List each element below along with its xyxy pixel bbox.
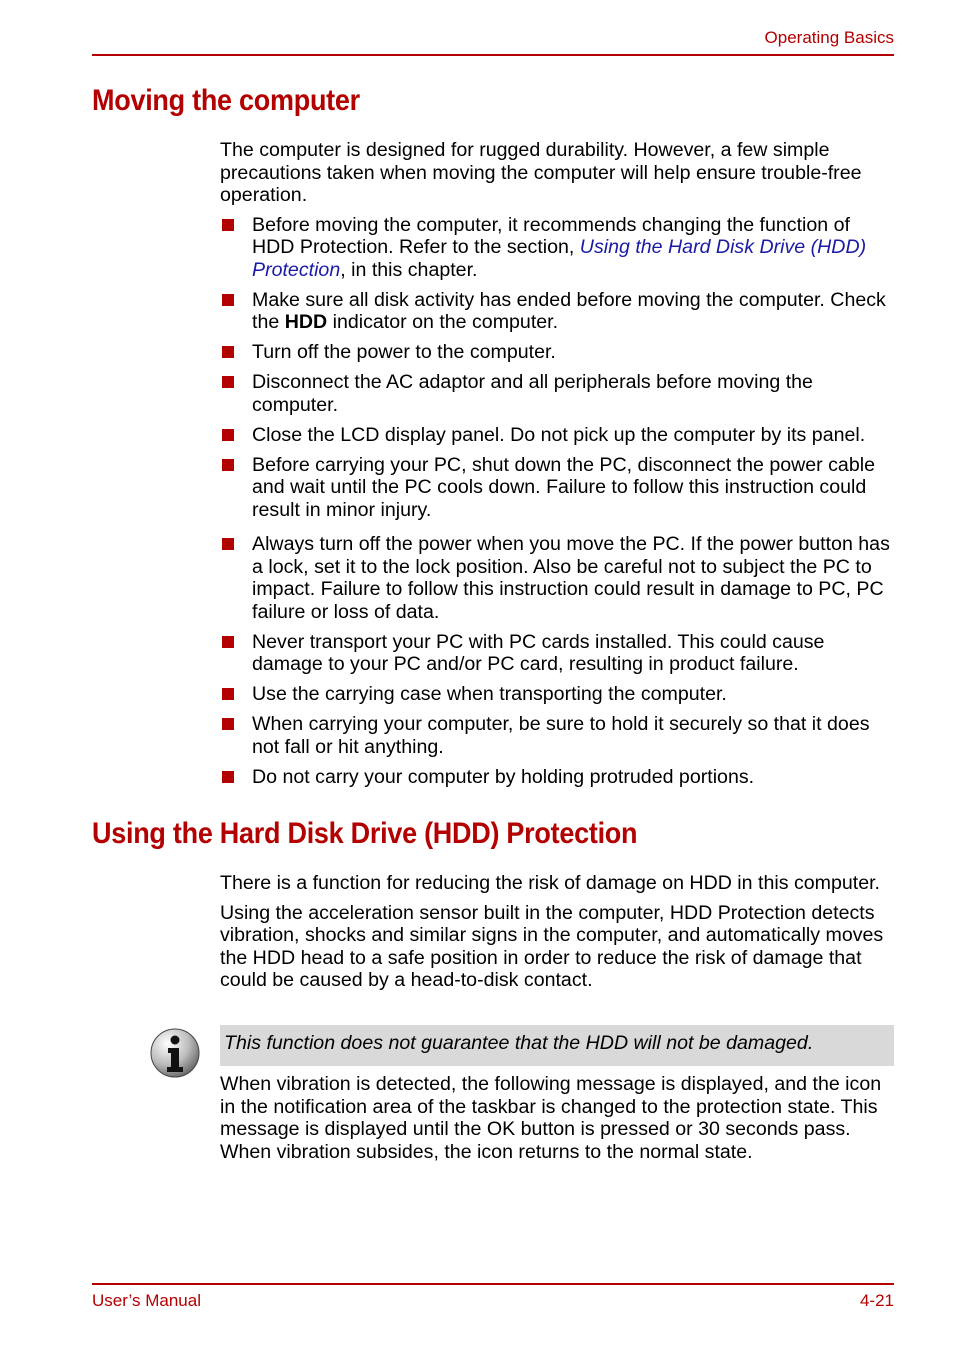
- header-rule: [92, 54, 894, 56]
- footer-manual-title: User’s Manual: [92, 1291, 201, 1310]
- hdd-protection-link[interactable]: Using the Hard Disk Drive (HDD) Protection: [252, 236, 867, 281]
- list-item: Make sure all disk activity has ended before moving the computer. Check the HDD indicator on the computer.: [220, 289, 894, 334]
- list-item: Close the LCD display panel. Do not pick up the computer by its panel.: [220, 424, 894, 447]
- list-item: Do not carry your computer by holding protruded portions.: [220, 766, 894, 789]
- bullet-square-icon: [222, 688, 234, 700]
- bullet-square-icon: [222, 429, 234, 441]
- list-item: When carrying your computer, be sure to hold it securely so that it does not fall or hit anything.: [220, 713, 894, 758]
- list-item: Disconnect the AC adaptor and all peripherals before moving the computer.: [220, 371, 894, 416]
- bullet-square-icon: [222, 459, 234, 471]
- bullet-square-icon: [222, 771, 234, 783]
- page-number: 4-21: [859, 1291, 894, 1310]
- hdd-section-body: [220, 872, 894, 999]
- list-item: Always turn off the power when you move the PC. If the power button has a lock, set it to the lock position. Also be careful not to subject the PC to impact. Failure to follow this instruction could result in damage to PC, PC failure or loss of data.: [220, 533, 894, 623]
- note-box: This function does not guarantee that the HDD will not be damaged.: [220, 1025, 894, 1066]
- running-header: Operating Basics: [764, 28, 894, 47]
- list-item: Before moving the computer, it recommends changing the function of HDD Protection. Refer to the section, Using the Hard Disk Drive (HDD) Protection, in this chapter.: [220, 214, 894, 282]
- bullet-square-icon: [222, 294, 234, 306]
- section-title-hdd-protection: Using the Hard Disk Drive (HDD) Protection: [92, 817, 638, 850]
- bullet-square-icon: [222, 636, 234, 648]
- list-item: Before carrying your PC, shut down the PC, disconnect the power cable and wait until the PC cools down. Failure to follow this instruction could result in minor injury.: [220, 454, 894, 522]
- list-item: Turn off the power to the computer.: [220, 341, 894, 364]
- info-icon: [149, 1027, 201, 1079]
- footer-rule: [92, 1283, 894, 1285]
- bullet-square-icon: [222, 538, 234, 550]
- hdd-section-body-continued: [220, 1073, 894, 1170]
- hdd-indicator-term: HDD: [284, 311, 328, 333]
- bullet-square-icon: [222, 219, 234, 231]
- moving-intro: The computer is designed for rugged durability. However, a few simple precautions taken when moving the computer will help ensure trouble-free operation.: [220, 139, 862, 206]
- bullet-square-icon: [222, 718, 234, 730]
- list-item: Use the carrying case when transporting the computer.: [220, 683, 894, 706]
- moving-section-body: [220, 139, 894, 796]
- bullet-square-icon: [222, 376, 234, 388]
- hdd-para-2: Using the acceleration sensor built in the computer, HDD Protection detects vibration, shocks and similar signs in the computer, and automatically moves the HDD head to a safe position in order to reduce the risk of damage that could be caused by a head-to-disk contact.: [220, 901, 884, 991]
- hdd-para-1: There is a function for reducing the risk of damage on HDD in this computer.: [220, 872, 880, 894]
- section-title-moving: Moving the computer: [92, 84, 360, 117]
- list-item: Never transport your PC with PC cards installed. This could cause damage to your PC and/or PC card, resulting in product failure.: [220, 631, 894, 676]
- hdd-para-3: When vibration is detected, the following message is displayed, and the icon in the notification area of the taskbar is changed to the protection state. This message is displayed until the OK button is pressed or 30 seconds pass. When vibration subsides, the icon returns to the normal state.: [220, 1073, 882, 1163]
- moving-precautions-list: [220, 214, 894, 789]
- bullet-square-icon: [222, 346, 234, 358]
